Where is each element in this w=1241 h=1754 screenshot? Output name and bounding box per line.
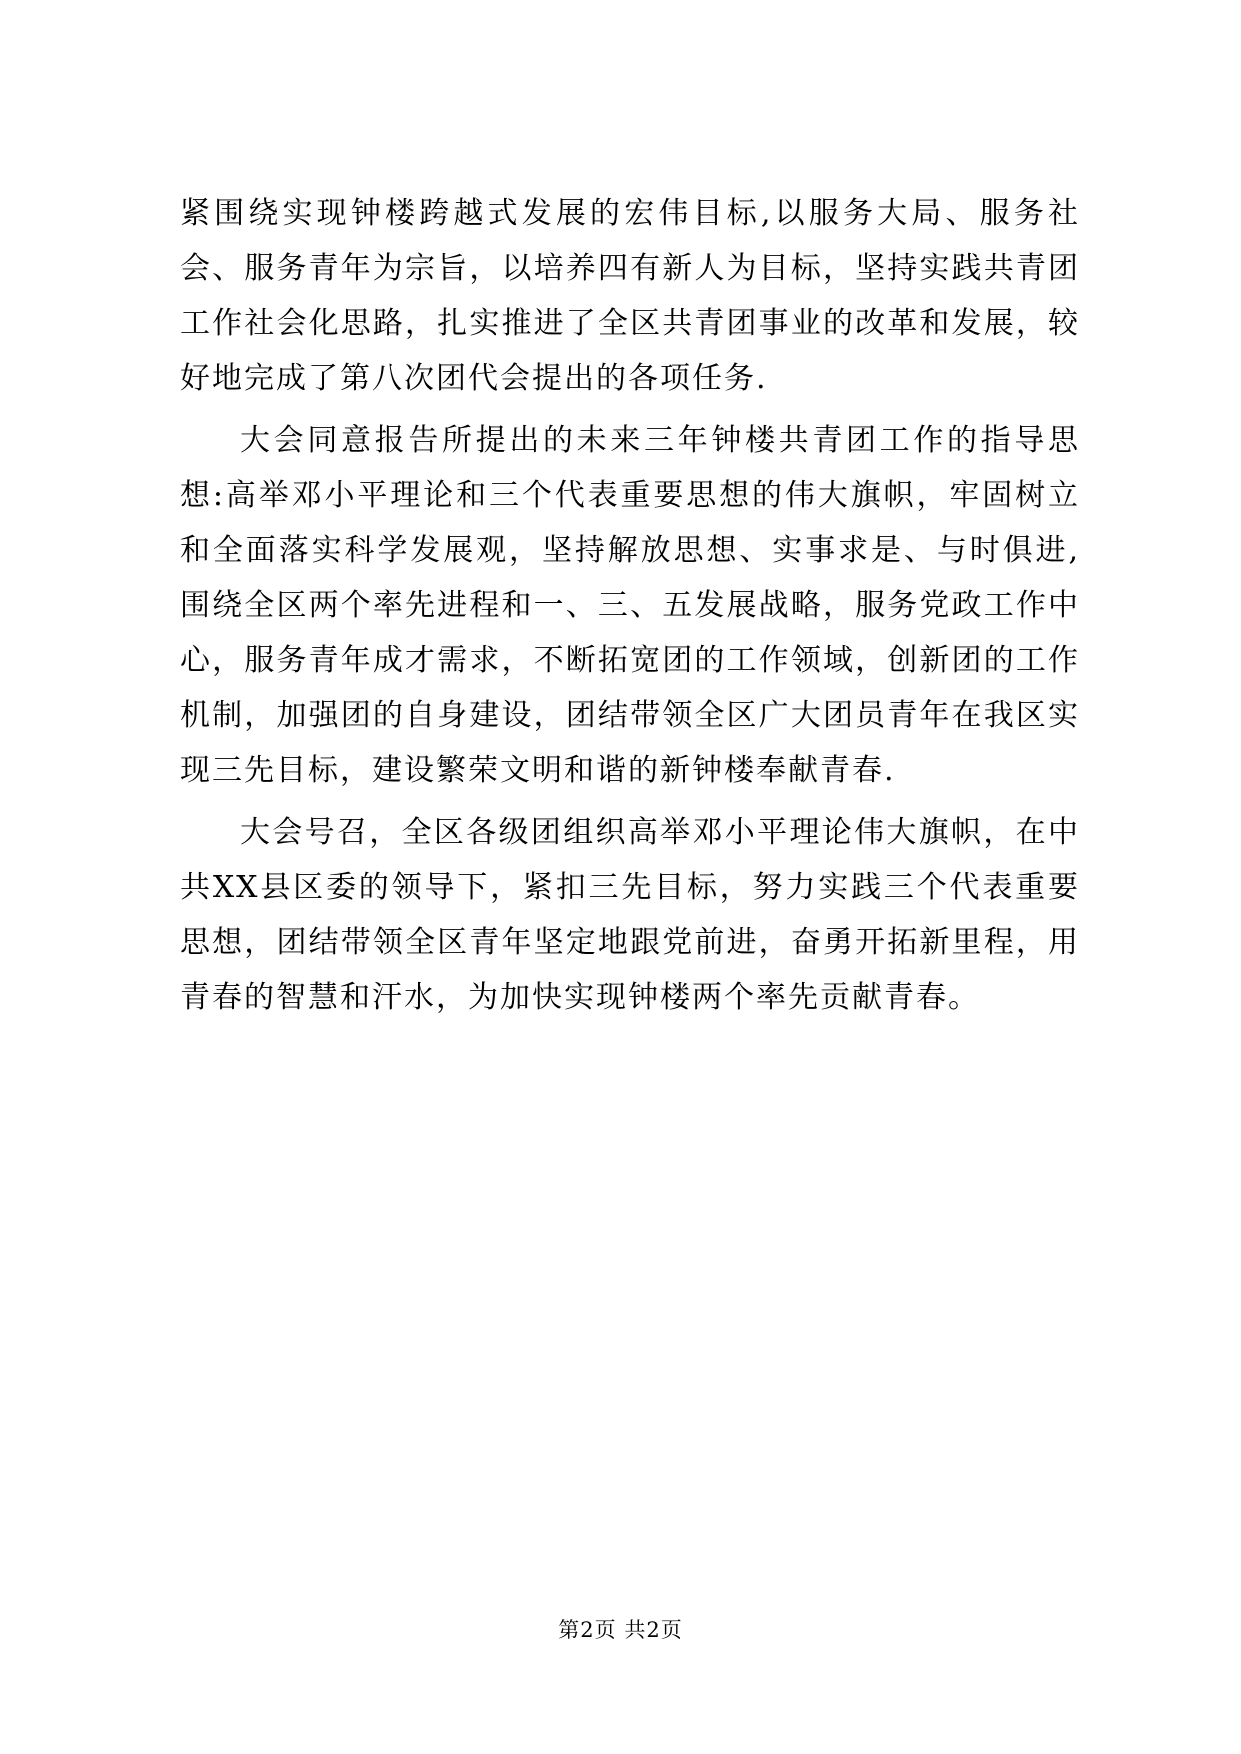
paragraph-call-to-action: 大会号召，全区各级团组织高举邓小平理论伟大旗帜，在中共XX县区委的领导下，紧扣三先目标，努力实践三个代表重要思想，团结带领全区青年坚定地跟党前进，奋勇开拓新里程，用青春的智慧和汗水，为加快实现钟楼两个率先贡献青春。 (180, 815, 1080, 1015)
paragraph-guiding-thought: 大会同意报告所提出的未来三年钟楼共青团工作的指导思想:高举邓小平理论和三个代表重要思想的伟大旗帜，牢固树立和全面落实科学发展观，坚持解放思想、实事求是、与时俱进,围绕全区两个率先进程和一、三、五发展战略，服务党政工作中心，服务青年成才需求，不断拓宽团的工作领域，创新团的工作机制，加强团的自身建设，团结带领全区广大团员青年在我区实现三先目标，建设繁荣文明和谐的新钟楼奉献青春. (180, 423, 1080, 788)
page-number-footer: 第2页 共2页 (558, 1618, 683, 1642)
document-body (180, 186, 1080, 1025)
paragraph-continuation: 紧围绕实现钟楼跨越式发展的宏伟目标,以服务大局、服务社会、服务青年为宗旨，以培养四有新人为目标，坚持实践共青团工作社会化思路，扎实推进了全区共青团事业的改革和发展，较好地完成了第八次团代会提出的各项任务. (180, 196, 1080, 396)
